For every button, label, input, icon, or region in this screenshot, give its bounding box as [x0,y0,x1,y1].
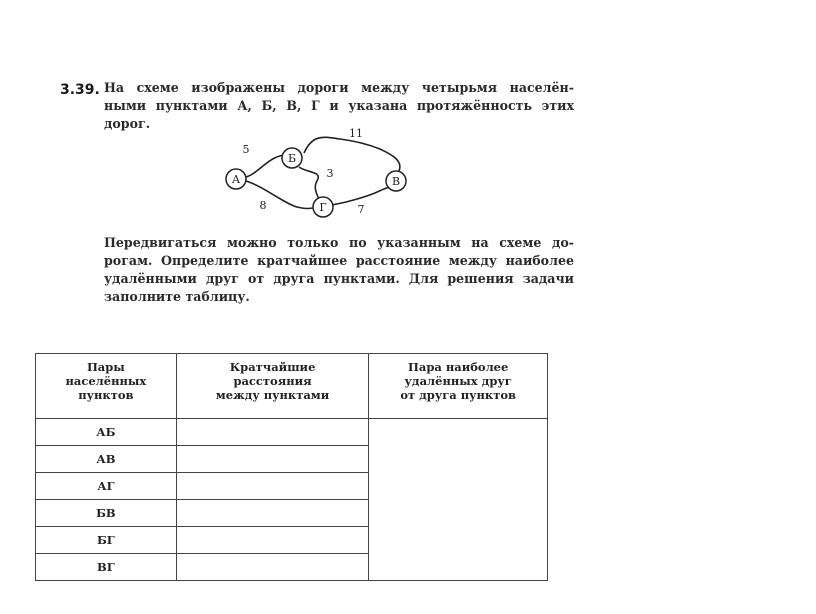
edge-b-g-length: 3 [326,167,334,180]
problem-task [104,234,574,306]
header-farthest-pair [369,354,548,419]
node-v-label: В [391,175,401,188]
pair-cell: БВ [36,500,177,527]
node-g-label: Г [319,201,327,214]
distance-cell[interactable] [176,500,369,527]
road-g-v [331,185,393,205]
distance-cell[interactable] [176,554,369,581]
table-header-row [36,354,548,419]
intro-line: На схеме изображены дороги между четырьмя населён- [104,80,574,95]
distance-cell[interactable] [176,419,369,446]
edge-b-v-length: 11 [349,127,363,140]
edge-a-b-length: 5 [242,143,250,156]
road-b-v [304,137,400,171]
intro-line: ными пунктами А, Б, В, Г и указана протяжённость этих [104,98,574,113]
edge-a-g-length: 8 [259,199,267,212]
header-text: между пунктами [215,388,330,402]
task-line: Передвигаться можно только по указанным на схеме до- [104,235,574,250]
node-a-label: А [231,173,241,186]
header-text: пунктов [78,388,134,402]
pair-cell: АБ [36,419,177,446]
header-text: удалённых друг [404,374,512,388]
intro-line: дорог. [104,116,151,131]
answer-table [35,353,548,581]
distance-cell[interactable] [176,446,369,473]
task-line: рогам. Определите кратчайшее расстояние между наиболее [104,253,574,268]
node-b-label: Б [287,152,297,165]
road-diagram [215,125,415,220]
header-distances [176,354,369,419]
header-text: Кратчайшие [229,360,316,374]
task-line: удалёнными друг от друга пунктами. Для решения задачи [104,271,574,286]
distance-cell[interactable] [176,527,369,554]
road-a-g [246,181,317,209]
header-text: населённых [65,374,147,388]
pair-cell: АГ [36,473,177,500]
header-pairs [36,354,177,419]
edge-g-v-length: 7 [357,203,365,216]
table-row [36,419,548,446]
pair-cell: БГ [36,527,177,554]
header-text: Пары [86,360,125,374]
task-line: заполните таблицу. [104,289,250,304]
pair-cell: ВГ [36,554,177,581]
header-text: от друга пунктов [400,388,517,402]
distance-cell[interactable] [176,473,369,500]
problem-number: 3.39. [60,82,100,98]
header-text: расстояния [233,374,312,388]
header-text: Пара наиболее [408,360,509,374]
farthest-pair-cell[interactable] [369,419,548,581]
road-b-g [299,167,319,199]
pair-cell: АВ [36,446,177,473]
